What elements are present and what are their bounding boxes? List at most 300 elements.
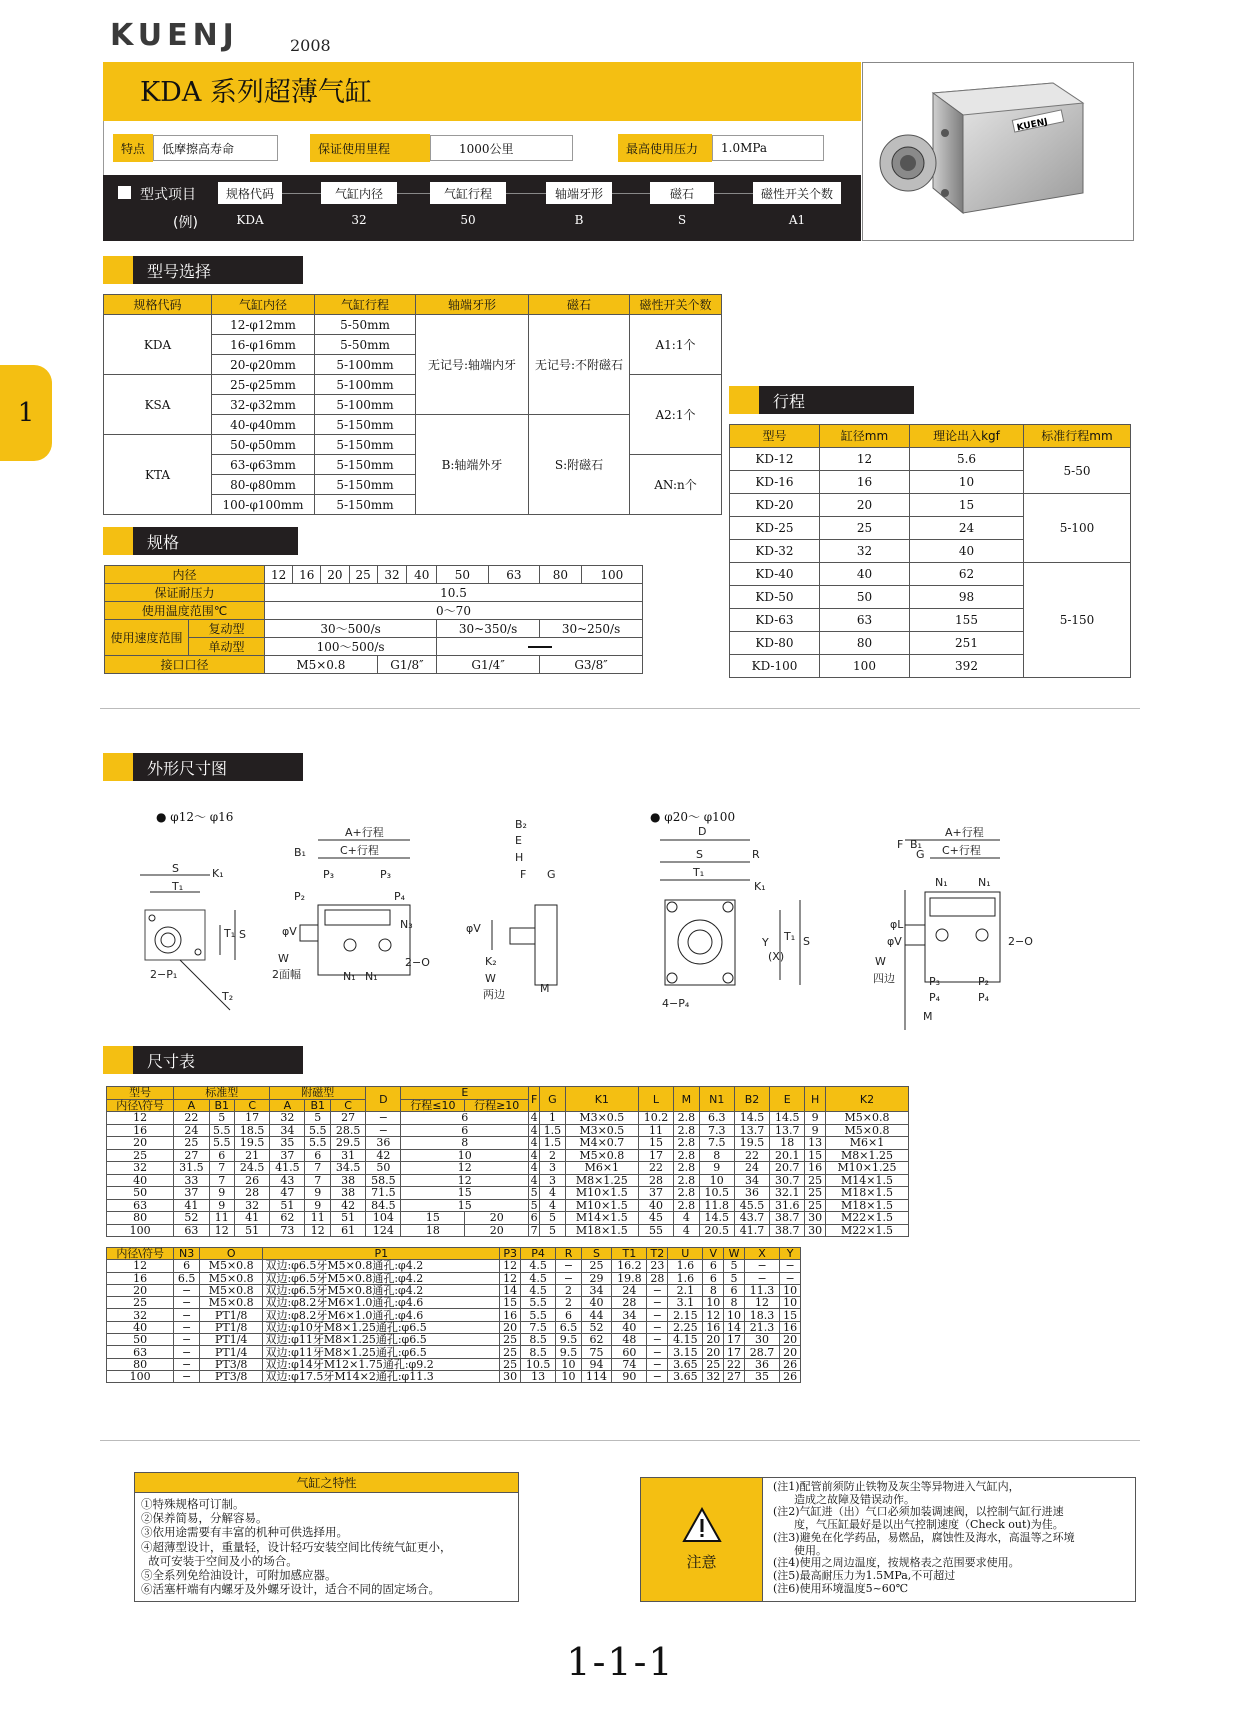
table-cell: 20.5 — [699, 1224, 734, 1237]
table-cell: 32 — [107, 1162, 174, 1175]
table-cell: 34 — [612, 1309, 647, 1321]
section-header-stroke: 行程 — [729, 386, 914, 414]
table-cell: 19.5 — [734, 1137, 769, 1150]
table-cell: 16 — [500, 1309, 521, 1321]
svg-text:φV: φV — [887, 935, 902, 948]
table-row — [107, 1346, 801, 1358]
table-row — [107, 1334, 801, 1346]
table-cell: 55 — [638, 1224, 673, 1237]
feature-value: 低摩擦高寿命 — [153, 135, 278, 161]
table-cell: 5 — [529, 1199, 540, 1212]
table-cell: 10 — [703, 1297, 724, 1309]
table-cell: 9.5 — [556, 1346, 582, 1358]
feature-item — [310, 134, 573, 162]
table-cell: M14×1.5 — [826, 1174, 909, 1187]
table-cell: 1.6 — [668, 1260, 703, 1272]
caution-label: 注意 — [686, 1553, 717, 1571]
svg-text:KUENJ: KUENJ — [1016, 117, 1049, 134]
svg-text:N₃: N₃ — [400, 918, 413, 931]
table-cell: 双边:φ10牙M8×1.25通孔:φ6.5 — [263, 1321, 500, 1333]
table-cell: 17 — [638, 1149, 673, 1162]
table-cell: 31.6 — [770, 1199, 805, 1212]
table-cell: 2.8 — [674, 1137, 700, 1150]
table-cell: 34 — [734, 1174, 769, 1187]
table-cell: 20 — [465, 1224, 529, 1237]
model-table: 规格代码 气缸内径 气缸行程 轴端牙形 磁石 磁性开关个数 KDA 12-φ12mm 5-50mm 无记号:轴端内牙 无记号:不附磁石 A1:1个 16-φ16mm 5-50mm 20-φ20mm 5-100mm KSA 25-φ25mm 5-100mm A2:1个 32-φ32mm 5-100mm 40-φ40mm 5-150mm B:轴端外牙 S:附磁石 KTA 50-φ50mm 5-150mm 63-φ63mm 5-150mm AN:n个 80-φ80mm 5-150mm 100-φ100mm 5-150mm — [103, 294, 722, 515]
table-header-cell: N3 — [174, 1248, 200, 1260]
svg-text:T₁: T₁ — [693, 866, 705, 879]
table-cell: − — [366, 1112, 401, 1125]
svg-text:P₃: P₃ — [929, 975, 941, 988]
table-cell: 4.15 — [668, 1334, 703, 1346]
table-cell: 16 — [107, 1272, 174, 1284]
table-cell: − — [556, 1272, 582, 1284]
svg-text:K₂: K₂ — [485, 955, 497, 968]
table-cell: − — [647, 1297, 668, 1309]
svg-text:B₂: B₂ — [515, 820, 527, 831]
table-cell: 20 — [703, 1346, 724, 1358]
table-cell: 7.5 — [699, 1137, 734, 1150]
table-cell: 94 — [581, 1358, 611, 1370]
svg-text:P₃: P₃ — [323, 868, 335, 881]
table-cell: 28 — [647, 1272, 668, 1284]
table-cell: 5.5 — [209, 1124, 235, 1137]
table-cell: 8 — [401, 1137, 529, 1150]
table-cell: 15 — [638, 1137, 673, 1150]
table-cell: M5×0.8 — [199, 1284, 263, 1296]
caution-note: (注1)配管前须防止铁物及灰尘等异物进入气缸内， — [773, 1480, 1020, 1493]
feature-line: ②保养简易，分解容易。 — [141, 1511, 268, 1526]
table-cell: 4 — [674, 1224, 700, 1237]
table-cell: 51 — [235, 1224, 270, 1237]
table-cell: 29.5 — [331, 1137, 366, 1150]
table-cell: 20 — [500, 1321, 521, 1333]
table-cell: 14.5 — [699, 1212, 734, 1225]
table-cell: 3.65 — [668, 1358, 703, 1370]
table-row — [107, 1358, 801, 1370]
table-cell: 32 — [107, 1309, 174, 1321]
table-cell: 26 — [780, 1370, 801, 1382]
table-cell: 25 — [107, 1149, 174, 1162]
table-cell: 6 — [401, 1124, 529, 1137]
svg-text:T₁: T₁ — [784, 930, 796, 943]
table-cell: PT3/8 — [199, 1358, 263, 1370]
svg-text:C+行程: C+行程 — [340, 844, 379, 857]
table-header-cell: V — [703, 1248, 724, 1260]
table-cell: 51 — [270, 1199, 305, 1212]
table-row — [107, 1260, 801, 1272]
table-cell: 9 — [209, 1199, 235, 1212]
table-cell: 15 — [500, 1297, 521, 1309]
table-cell: 32 — [235, 1199, 270, 1212]
table-cell: PT3/8 — [199, 1370, 263, 1382]
divider — [100, 708, 1140, 709]
svg-text:S: S — [803, 935, 810, 948]
type-item: 轴端牙形 — [546, 182, 612, 204]
table-cell: M3×0.5 — [565, 1112, 638, 1125]
table-cell: 52 — [174, 1212, 209, 1225]
svg-text:四边: 四边 — [873, 972, 895, 985]
table-header-cell: T2 — [647, 1248, 668, 1260]
table-cell: 2.8 — [674, 1162, 700, 1175]
table-cell: 4 — [540, 1199, 566, 1212]
table-cell: 40 — [612, 1321, 647, 1333]
table-cell: 6 — [556, 1309, 582, 1321]
small-end-view — [466, 820, 557, 1001]
table-cell: 62 — [581, 1334, 611, 1346]
table-cell: 25 — [500, 1358, 521, 1370]
table-cell: 5.5 — [521, 1309, 556, 1321]
table-cell: 4 — [674, 1212, 700, 1225]
type-item: 磁石 — [650, 182, 714, 204]
table-cell: 2.1 — [668, 1284, 703, 1296]
table-cell: 20.1 — [770, 1149, 805, 1162]
table-cell: 37 — [270, 1149, 305, 1162]
svg-text:2−O: 2−O — [1008, 935, 1033, 948]
table-cell: M18×1.5 — [565, 1224, 638, 1237]
table-cell: 41.5 — [270, 1162, 305, 1175]
svg-text:W: W — [485, 972, 496, 985]
caution-note: 造成之故障及错误动作。 — [773, 1492, 915, 1506]
table-cell: 14 — [724, 1321, 745, 1333]
svg-text:P₄: P₄ — [929, 991, 941, 1004]
table-cell: 22 — [734, 1149, 769, 1162]
table-header-cell: X — [744, 1248, 779, 1260]
caution-note: 使用。 — [773, 1543, 827, 1557]
table-cell: − — [174, 1358, 200, 1370]
small-side-view — [272, 825, 430, 983]
table-cell: 18.5 — [235, 1124, 270, 1137]
table-cell: 9 — [305, 1199, 331, 1212]
table-cell: 21.3 — [744, 1321, 779, 1333]
table-cell: 2.8 — [674, 1199, 700, 1212]
svg-text:E: E — [515, 834, 522, 847]
table-cell: 6 — [305, 1149, 331, 1162]
table-cell: 15 — [401, 1212, 465, 1225]
feature-line: 故可安装于空间及小的场合。 — [141, 1553, 298, 1568]
spec-table: 内径 12 16 20 25 32 40 50 63 80 100 保证耐压力 10.5 使用温度范围℃ 0～70 使用速度范围 复动型 30～500/s 30~350/s 30~250/s 单动型 100～500/s 接口口径 M5×0.8 G1/8″ G1/4″ G3/8″ — [104, 565, 643, 674]
table-cell: 1.5 — [540, 1124, 566, 1137]
table-cell: 10 — [780, 1284, 801, 1296]
table-cell: 43.7 — [734, 1212, 769, 1225]
table-cell: 5 — [529, 1187, 540, 1200]
svg-text:N₁: N₁ — [365, 970, 378, 983]
svg-text:2−P₁: 2−P₁ — [150, 968, 178, 981]
table-cell: 10 — [556, 1358, 582, 1370]
table-cell: 5 — [724, 1272, 745, 1284]
table-cell: 6.5 — [556, 1321, 582, 1333]
svg-text:S: S — [239, 928, 246, 941]
table-cell: 42 — [366, 1149, 401, 1162]
table-cell: 58.5 — [366, 1174, 401, 1187]
table-row — [107, 1224, 909, 1237]
table-cell: 5.5 — [305, 1124, 331, 1137]
table-cell: 38.7 — [770, 1224, 805, 1237]
table-cell: 61 — [331, 1224, 366, 1237]
table-cell: 20 — [703, 1334, 724, 1346]
product-photo — [862, 62, 1134, 241]
table-cell: 4 — [529, 1112, 540, 1125]
table-row — [107, 1187, 909, 1200]
table-cell: 4.5 — [521, 1272, 556, 1284]
table-header-cell: R — [556, 1248, 582, 1260]
table-cell: 63 — [174, 1224, 209, 1237]
svg-text:P₂: P₂ — [978, 975, 990, 988]
svg-text:M: M — [540, 982, 550, 995]
table-cell: 7.5 — [521, 1321, 556, 1333]
table-cell: 30 — [805, 1212, 826, 1225]
svg-text:B₁: B₁ — [910, 838, 922, 851]
table-cell: 8 — [699, 1149, 734, 1162]
table-cell: 2.8 — [674, 1112, 700, 1125]
table-cell: − — [366, 1124, 401, 1137]
table-cell: M5×0.8 — [826, 1112, 909, 1125]
table-cell: 22 — [638, 1162, 673, 1175]
table-header-cell: T1 — [612, 1248, 647, 1260]
table-cell: 28 — [235, 1187, 270, 1200]
table-cell: − — [647, 1309, 668, 1321]
svg-text:P₃: P₃ — [380, 868, 392, 881]
table-cell: 104 — [366, 1212, 401, 1225]
table-cell: 41 — [235, 1212, 270, 1225]
svg-text:S: S — [172, 862, 179, 875]
table-cell: 10 — [699, 1174, 734, 1187]
svg-text:A+行程: A+行程 — [345, 826, 384, 839]
svg-text:N₁: N₁ — [343, 970, 356, 983]
table-cell: M8×1.25 — [565, 1174, 638, 1187]
features-title: 气缸之特性 — [135, 1473, 518, 1493]
table-cell: 17 — [724, 1334, 745, 1346]
table-cell: − — [647, 1370, 668, 1382]
feature-label: 特点 — [113, 134, 153, 162]
svg-text:两边: 两边 — [483, 988, 505, 1001]
table-cell: 4 — [529, 1162, 540, 1175]
table-cell: 45.5 — [734, 1199, 769, 1212]
type-item: 气缸行程 — [430, 182, 506, 204]
table-cell: 5 — [724, 1260, 745, 1272]
table-cell: 6.5 — [174, 1272, 200, 1284]
table-cell: 6 — [529, 1212, 540, 1225]
table-cell: 双边:φ17.5牙M14×2通孔:φ11.3 — [263, 1370, 500, 1382]
table-cell: 15 — [780, 1309, 801, 1321]
table-cell: 7.3 — [699, 1124, 734, 1137]
table-cell: 5.5 — [209, 1137, 235, 1150]
small-bore-label: ● φ12～ φ16 — [156, 810, 234, 824]
table-cell: 41.7 — [734, 1224, 769, 1237]
table-cell: 18 — [770, 1137, 805, 1150]
table-cell: 11 — [209, 1212, 235, 1225]
table-cell: 2 — [556, 1297, 582, 1309]
table-header-cell: 内径\符号 — [107, 1248, 174, 1260]
table-cell: 9 — [805, 1112, 826, 1125]
table-cell: 13 — [805, 1137, 826, 1150]
table-cell: 90 — [612, 1370, 647, 1382]
table-cell: 5 — [540, 1212, 566, 1225]
table-cell: 12 — [703, 1309, 724, 1321]
table-cell: − — [647, 1334, 668, 1346]
dash-mark — [528, 646, 552, 648]
table-cell: 5.5 — [521, 1297, 556, 1309]
table-cell: 10.2 — [638, 1112, 673, 1125]
feature-item — [618, 134, 824, 162]
caution-note: (注3)避免在化学药品，易燃品，腐蚀性及海水，高温等之环境 — [773, 1530, 1075, 1544]
divider — [100, 1440, 1140, 1441]
table-cell: 25 — [581, 1260, 611, 1272]
table-cell: PT1/4 — [199, 1346, 263, 1358]
table-cell: 17 — [724, 1346, 745, 1358]
table-cell: 80 — [107, 1212, 174, 1225]
table-cell: M18×1.5 — [826, 1199, 909, 1212]
table-row — [107, 1124, 909, 1137]
table-cell: 双边:φ14牙M12×1.75通孔:φ9.2 — [263, 1358, 500, 1370]
table-cell: − — [780, 1272, 801, 1284]
table-cell: 16 — [780, 1321, 801, 1333]
table-cell: 40 — [581, 1297, 611, 1309]
table-cell: 20 — [107, 1137, 174, 1150]
table-cell: 双边:φ8.2牙M6×1.0通孔:φ4.6 — [263, 1309, 500, 1321]
table-header-cell: P3 — [500, 1248, 521, 1260]
table-cell: 34.5 — [331, 1162, 366, 1175]
table-cell: 7 — [529, 1224, 540, 1237]
table-cell: 32 — [703, 1370, 724, 1382]
table-cell: 6 — [209, 1149, 235, 1162]
table-cell: 23 — [647, 1260, 668, 1272]
table-cell: 4 — [529, 1137, 540, 1150]
outline-drawings — [140, 820, 1040, 1030]
svg-text:C+行程: C+行程 — [942, 844, 981, 857]
svg-text:T₂: T₂ — [222, 990, 234, 1003]
table-row — [107, 1149, 909, 1162]
table-cell: M4×0.7 — [565, 1137, 638, 1150]
table-header-cell: W — [724, 1248, 745, 1260]
table-cell: 双边:φ11牙M8×1.25通孔:φ6.5 — [263, 1334, 500, 1346]
svg-text:N₁: N₁ — [935, 876, 948, 889]
table-row — [107, 1212, 909, 1225]
table-cell: 3 — [540, 1174, 566, 1187]
svg-text:T₁: T₁ — [172, 880, 184, 893]
table-cell: 24 — [612, 1284, 647, 1296]
table-cell: 9 — [699, 1162, 734, 1175]
table-cell: 16 — [107, 1124, 174, 1137]
table-cell: 24.5 — [235, 1162, 270, 1175]
table-cell: 17 — [235, 1112, 270, 1125]
table-cell: 33 — [174, 1174, 209, 1187]
svg-text:W: W — [278, 952, 289, 965]
large-side-view — [873, 825, 1033, 1030]
features-box — [134, 1472, 519, 1602]
svg-text:N₁: N₁ — [978, 876, 991, 889]
caution-note: (注6)使用环境温度5~60℃ — [773, 1581, 909, 1595]
table-cell: 32.1 — [770, 1187, 805, 1200]
feature-line: ⑤全系列免给油设计，可附加感应器。 — [141, 1568, 337, 1583]
table-header-cell: S — [581, 1248, 611, 1260]
brand-year: 2008 — [290, 36, 331, 55]
table-cell: 4.5 — [521, 1284, 556, 1296]
table-cell: 4.5 — [521, 1260, 556, 1272]
table-cell: 5 — [305, 1112, 331, 1125]
table-cell: PT1/8 — [199, 1321, 263, 1333]
table-cell: 44 — [581, 1309, 611, 1321]
table-cell: 34 — [270, 1124, 305, 1137]
table-cell: 27 — [174, 1149, 209, 1162]
feature-label: 最高使用压力 — [618, 134, 712, 162]
table-cell: 9 — [209, 1187, 235, 1200]
table-cell: 25 — [805, 1187, 826, 1200]
table-cell: M22×1.5 — [826, 1224, 909, 1237]
table-cell: 25 — [805, 1174, 826, 1187]
table-cell: 29 — [581, 1272, 611, 1284]
svg-text:(X): (X) — [768, 950, 785, 963]
table-row — [107, 1370, 801, 1382]
table-cell: 71.5 — [366, 1187, 401, 1200]
table-cell: 7 — [305, 1162, 331, 1175]
table-cell: 13.7 — [770, 1124, 805, 1137]
table-cell: 3 — [540, 1162, 566, 1175]
table-cell: 25 — [107, 1297, 174, 1309]
table-cell: 80 — [107, 1358, 174, 1370]
svg-text:S: S — [696, 848, 703, 861]
section-header-dimtable: 尺寸表 — [103, 1046, 303, 1074]
table-header-cell: O — [199, 1248, 263, 1260]
svg-text:A+行程: A+行程 — [945, 826, 984, 839]
table-cell: 10 — [724, 1309, 745, 1321]
type-example: A1 — [788, 213, 806, 227]
table-cell: 24 — [734, 1162, 769, 1175]
table-cell: 10 — [556, 1370, 582, 1382]
table-cell: 13 — [521, 1370, 556, 1382]
feature-item — [113, 134, 278, 162]
table-cell: − — [174, 1370, 200, 1382]
table-cell: 6 — [401, 1112, 529, 1125]
table-cell: − — [174, 1321, 200, 1333]
table-cell: 1 — [540, 1112, 566, 1125]
table-cell: 19.5 — [235, 1137, 270, 1150]
table-cell: 36 — [366, 1137, 401, 1150]
table-cell: M8×1.25 — [826, 1149, 909, 1162]
table-cell: 12 — [305, 1224, 331, 1237]
type-example: 50 — [460, 213, 476, 227]
svg-text:Y: Y — [762, 936, 769, 949]
table-cell: 10.5 — [521, 1358, 556, 1370]
table-cell: 9 — [805, 1124, 826, 1137]
table-cell: 11 — [305, 1212, 331, 1225]
page-number: 1-1-1 — [566, 1640, 675, 1684]
dimension-table-2 — [106, 1247, 801, 1383]
table-cell: M10×1.25 — [826, 1162, 909, 1175]
table-cell: 40 — [107, 1174, 174, 1187]
table-cell: 16 — [805, 1162, 826, 1175]
table-cell: 12 — [744, 1297, 779, 1309]
svg-text:2面幅: 2面幅 — [272, 968, 301, 981]
table-cell: − — [174, 1284, 200, 1296]
caution-note: (注4)使用之周边温度，按规格表之范围要求使用。 — [773, 1556, 1020, 1570]
table-cell: − — [744, 1260, 779, 1272]
table-row — [107, 1284, 801, 1296]
table-cell: − — [174, 1334, 200, 1346]
table-cell: PT1/4 — [199, 1334, 263, 1346]
table-cell: 47 — [270, 1187, 305, 1200]
table-cell: 11.8 — [699, 1199, 734, 1212]
table-cell: 26 — [235, 1174, 270, 1187]
table-row — [107, 1297, 801, 1309]
caution-note: (注5)最高耐压力为1.5MPa,不可超过 — [773, 1568, 956, 1582]
section-header-spec: 规格 — [103, 527, 298, 555]
table-cell: 28.7 — [744, 1346, 779, 1358]
table-cell: 4 — [529, 1124, 540, 1137]
dimension-table-1: 型号 标准型 附磁型 D E F G K1 L M N1 B2 E H K2 内径\符号 A B1 C A B1 C 行程≤10 行程≥10 12 22 5 17 32 5 27 − 6 4 1 M3×0.5 10.2 2.8 6.3 14.5 14.5 9 M5×0.8 16 24 5.5 18.5 34 5.5 28.5 − 6 4 1.5 M3×0.5 11 2.8 7.3 13.7 13.7 9 M5×0.8 20 25 5.5 19.5 35 5.5 29.5 36 8 4 1.5 M4×0.7 15 2.8 7.5 19.5 18 13 M6×1 25 27 6 21 37 6 31 42 10 4 2 M5×0.8 17 2.8 8 22 20.1 15 M8×1.25 32 31.5 7 24.5 41.5 7 34.5 50 12 4 3 M6×1 22 2.8 9 24 20.7 16 M10×1.25 40 33 7 26 43 7 38 58.5 12 4 3 M8×1.25 28 2.8 10 34 30.7 25 M14×1.5 50 37 9 28 47 9 38 71.5 15 5 4 M10×1.5 37 2.8 10.5 36 32.1 25 M18×1.5 63 41 9 32 51 9 42 84.5 15 5 4 M10×1.5 40 2.8 11.8 45.5 31.6 25 M18×1.5 80 52 11 41 62 11 51 104 15 20 6 5 M14×1.5 45 4 14.5 43.7 38.7 30 M22×1.5 100 63 12 51 73 12 61 124 18 20 7 5 M18×1.5 55 4 20.5 41.7 38.7 30 M22×1.5 — [106, 1086, 909, 1237]
table-cell: 25 — [500, 1346, 521, 1358]
table-row — [107, 1112, 909, 1125]
